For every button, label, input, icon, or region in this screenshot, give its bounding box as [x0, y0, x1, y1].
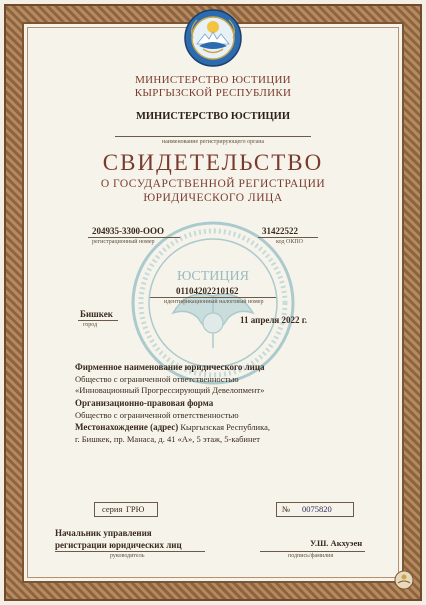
tax-id-underline — [150, 297, 276, 298]
legal-form-label: Организационно-правовая форма — [75, 398, 214, 408]
legal-form-value: Общество с ограниченной ответственностью — [75, 410, 239, 420]
head-title-line1: Начальник управления — [55, 528, 152, 538]
head-caption: руководитель — [110, 553, 145, 559]
okpo-underline — [258, 237, 318, 238]
reg-number-underline — [88, 237, 180, 238]
address-line2: г. Бишкек, пр. Манаса, д. 41 «А», 5 этаж, 5-кабинет — [75, 434, 261, 444]
registration-number: 204935-3300-ООО — [92, 226, 164, 236]
series-label: серия — [102, 504, 123, 514]
address-row — [75, 422, 270, 432]
certificate-subtitle-line1: О ГОСУДАРСТВЕННОЙ РЕГИСТРАЦИИ — [100, 178, 326, 190]
state-emblem-icon — [183, 8, 243, 68]
address-label: Местонахождение (адрес) — [75, 422, 179, 432]
company-name-line2: «Инновационный Прогрессирующий Девелопмент» — [75, 385, 265, 395]
head-title-line2: регистрации юридических лиц — [55, 540, 182, 550]
ministry-header-line2: КЫРГЫЗСКОЙ РЕСПУБЛИКИ — [134, 87, 292, 99]
tax-id-caption: идентификационный налоговый номер — [164, 299, 264, 305]
signer-underline — [260, 551, 365, 552]
company-name-label: Фирменное наименование юридического лица — [75, 362, 265, 372]
seal-text: ЮСТИЦИЯ — [177, 269, 249, 284]
authority-caption: наименование регистрирующего органа — [161, 139, 265, 145]
registering-authority: МИНИСТЕРСТВО ЮСТИЦИИ — [135, 111, 290, 122]
number-label: № — [282, 504, 291, 514]
number-value: 0075820 — [302, 504, 332, 514]
city-underline — [78, 320, 118, 321]
city-caption: город — [83, 322, 98, 328]
address-line1: Кыргызская Республика, — [178, 422, 271, 432]
company-name-line1: Общество с ограниченной ответственностью — [75, 374, 239, 384]
ministry-header-line1: МИНИСТЕРСТВО ЮСТИЦИИ — [135, 74, 291, 86]
corner-emblem-icon — [394, 570, 414, 590]
signer-name: У.Ш. Акхуэен — [310, 538, 363, 548]
registration-date: 11 апреля 2022 г. — [240, 315, 308, 325]
signer-caption: подпись/фамилия — [288, 553, 334, 559]
city: Бишкек — [80, 309, 113, 319]
series-value: ГРЮ — [126, 504, 145, 514]
certificate-subtitle-line2: ЮРИДИЧЕСКОГО ЛИЦА — [143, 192, 283, 204]
registration-number-caption: регистрационный номер — [92, 239, 155, 245]
certificate-title: СВИДЕТЕЛЬСТВО — [102, 150, 324, 175]
okpo-code: 31422522 — [262, 226, 298, 236]
tax-id-number: 01104202210162 — [176, 286, 239, 296]
okpo-caption: код ОКПО — [276, 239, 303, 245]
head-underline — [55, 551, 205, 552]
authority-underline — [115, 136, 311, 137]
